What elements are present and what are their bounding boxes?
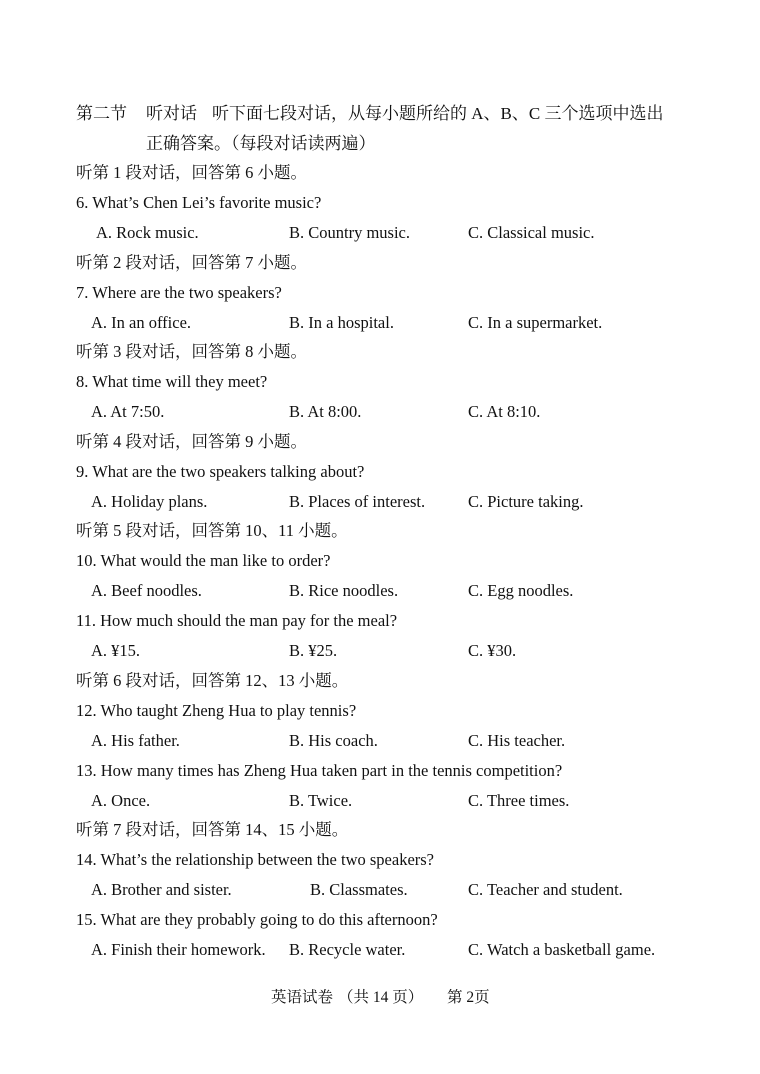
conversation-note: 听第 2 段对话，回答第 7 小题。: [76, 253, 307, 272]
option-b: B. In a hospital.: [289, 313, 394, 332]
section-title: 第二节: [76, 104, 127, 123]
option-b: B. Country music.: [289, 223, 411, 242]
option-a: A. Brother and sister.: [91, 880, 232, 899]
option-b: B. Recycle water.: [289, 940, 406, 959]
section-instruction-cont: 正确答案。（每段对话读两遍）: [146, 134, 376, 153]
footer-subject: 英语试卷: [271, 989, 334, 1006]
option-a: A. Rock music.: [96, 223, 199, 242]
option-b: B. ¥25.: [289, 641, 338, 660]
option-b: B. Rice noodles.: [289, 581, 399, 600]
option-a: A. Once.: [91, 791, 151, 810]
option-c: C. At 8:10.: [468, 402, 541, 421]
option-b: B. At 8:00.: [289, 402, 362, 421]
question-stem: 15. What are they probably going to do this afternoon?: [76, 910, 438, 929]
question-stem: 6. What’s Chen Lei’s favorite music?: [76, 193, 322, 212]
conversation-note: 听第 1 段对话，回答第 6 小题。: [76, 163, 307, 182]
option-b: B. His coach.: [289, 731, 378, 750]
option-c: C. His teacher.: [468, 731, 566, 750]
option-a: A. Beef noodles.: [91, 581, 202, 600]
option-c: C. Egg noodles.: [468, 581, 574, 600]
question-stem: 9. What are the two speakers talking about?: [76, 462, 365, 481]
option-b: B. Classmates.: [310, 880, 408, 899]
footer-total-pages: （共 14 页）: [338, 989, 424, 1006]
question-stem: 14. What’s the relationship between the two speakers?: [76, 850, 435, 869]
option-c: C. Three times.: [468, 791, 570, 810]
question-stem: 8. What time will they meet?: [76, 372, 268, 391]
conversation-note: 听第 4 段对话，回答第 9 小题。: [76, 432, 307, 451]
question-stem: 13. How many times has Zheng Hua taken part in the tennis competition?: [76, 761, 563, 780]
section-name: 听对话: [146, 104, 197, 123]
footer-page-number: 第 2页: [447, 989, 490, 1006]
conversation-note: 听第 5 段对话，回答第 10、11 小题。: [76, 521, 348, 540]
option-b: B. Places of interest.: [289, 492, 426, 511]
section-instruction: 听下面七段对话，从每小题所给的 A、B、C 三个选项中选出: [212, 104, 664, 123]
question-stem: 12. Who taught Zheng Hua to play tennis?: [76, 701, 357, 720]
conversation-note: 听第 7 段对话，回答第 14、15 小题。: [76, 820, 349, 839]
option-b: B. Twice.: [289, 791, 353, 810]
option-a: A. In an office.: [91, 313, 192, 332]
conversation-note: 听第 3 段对话，回答第 8 小题。: [76, 342, 307, 361]
question-stem: 7. Where are the two speakers?: [76, 283, 282, 302]
option-c: C. Picture taking.: [468, 492, 584, 511]
option-a: A. At 7:50.: [91, 402, 165, 421]
conversation-note: 听第 6 段对话，回答第 12、13 小题。: [76, 671, 349, 690]
option-c: C. Classical music.: [468, 223, 595, 242]
question-stem: 10. What would the man like to order?: [76, 551, 331, 570]
option-a: A. Holiday plans.: [91, 492, 208, 511]
option-c: C. Teacher and student.: [468, 880, 623, 899]
option-a: A. Finish their homework.: [91, 940, 266, 959]
question-stem: 11. How much should the man pay for the meal?: [76, 611, 398, 630]
option-a: A. ¥15.: [91, 641, 141, 660]
option-c: C. Watch a basketball game.: [468, 940, 656, 959]
option-c: C. In a supermarket.: [468, 313, 603, 332]
option-c: C. ¥30.: [468, 641, 517, 660]
section-header: [76, 101, 664, 153]
option-a: A. His father.: [91, 731, 180, 750]
